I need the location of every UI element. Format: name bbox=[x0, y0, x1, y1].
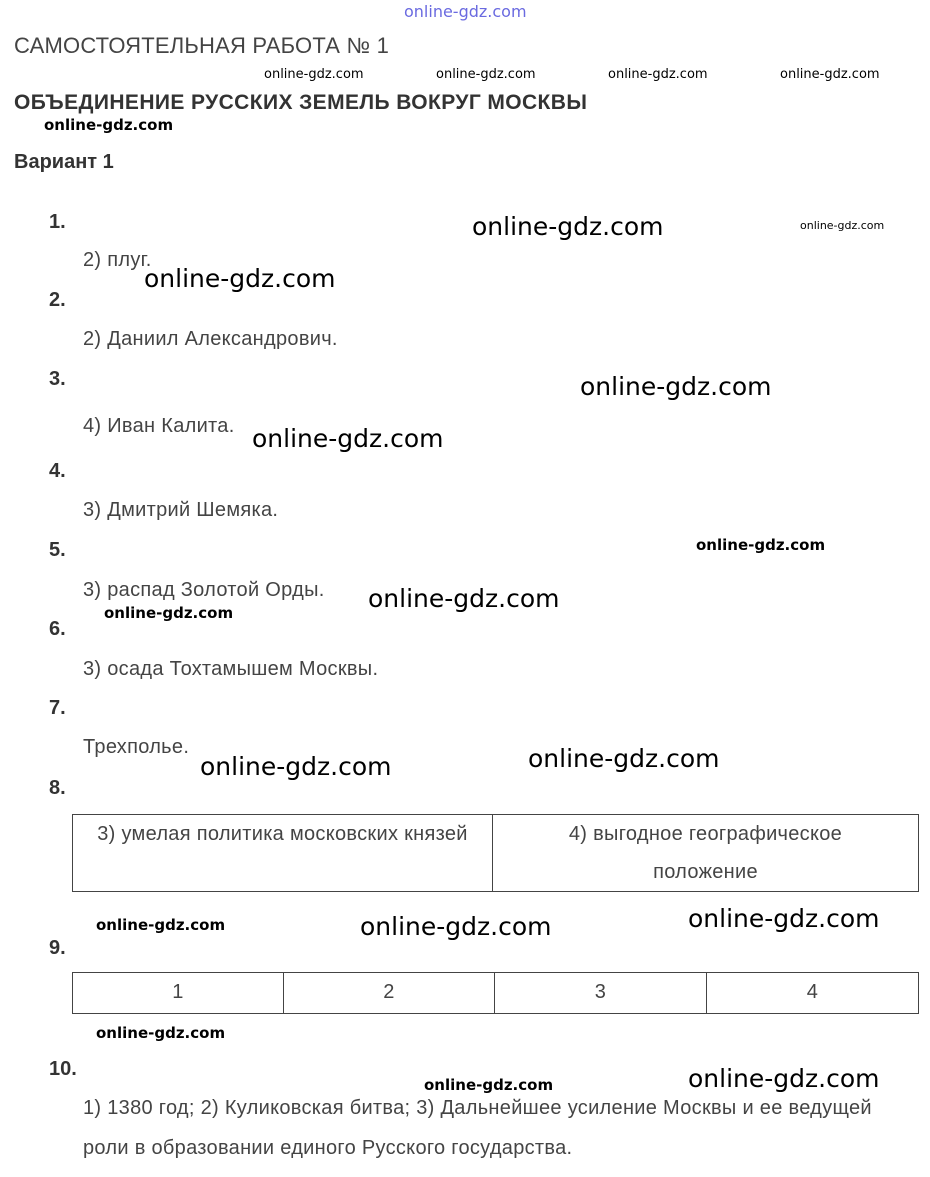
watermark-text: online-gdz.com bbox=[360, 912, 552, 941]
watermark-text: online-gdz.com bbox=[44, 116, 174, 134]
watermark-text: online-gdz.com bbox=[424, 1076, 554, 1094]
watermark-text: online-gdz.com bbox=[368, 584, 560, 613]
watermark-text: online-gdz.com bbox=[264, 67, 364, 82]
table-cell: 3 bbox=[495, 973, 707, 1014]
question-number: 7. bbox=[49, 697, 66, 719]
answer-table-9 bbox=[72, 972, 919, 1014]
question-answer: 3) распад Золотой Орды. bbox=[83, 579, 325, 601]
question-answer: 1) 1380 год; 2) Куликовская битва; 3) Дальнейшее усиление Москвы и ее ведущей роли в образовании единого Русского государства. bbox=[83, 1097, 872, 1159]
table-cell: 4 bbox=[707, 973, 919, 1014]
topic-title: ОБЪЕДИНЕНИЕ РУССКИХ ЗЕМЕЛЬ ВОКРУГ МОСКВЫ bbox=[14, 91, 588, 114]
watermark-text: online-gdz.com bbox=[200, 752, 392, 781]
question-answer: 3) Дмитрий Шемяка. bbox=[83, 499, 279, 521]
question-number: 8. bbox=[49, 777, 66, 799]
watermark-text: online-gdz.com bbox=[608, 67, 708, 82]
question-number: 1. bbox=[49, 211, 66, 233]
watermark-text: online-gdz.com bbox=[96, 916, 226, 934]
question-number: 3. bbox=[49, 368, 66, 390]
question-number: 5. bbox=[49, 539, 66, 561]
watermark-text: online-gdz.com bbox=[96, 1024, 226, 1042]
watermark-text: online-gdz.com bbox=[252, 424, 444, 453]
watermark-text: online-gdz.com bbox=[144, 264, 336, 293]
watermark-text: online-gdz.com bbox=[780, 67, 880, 82]
table-cell: 4) выгодное географическое положение bbox=[493, 815, 919, 892]
answer-table-8 bbox=[72, 814, 919, 892]
watermark-text: online-gdz.com bbox=[688, 1064, 880, 1093]
question-number: 10. bbox=[49, 1058, 77, 1080]
watermark-text: online-gdz.com bbox=[472, 212, 664, 241]
watermark-text: online-gdz.com bbox=[404, 2, 527, 21]
question-answer: 2) плуг. bbox=[83, 249, 152, 271]
question-number: 2. bbox=[49, 289, 66, 311]
question-number: 4. bbox=[49, 460, 66, 482]
question-answer: Трехполье. bbox=[83, 736, 190, 758]
question-number: 6. bbox=[49, 618, 66, 640]
watermark-text: online-gdz.com bbox=[104, 604, 234, 622]
table-cell: 2 bbox=[284, 973, 495, 1014]
work-title: САМОСТОЯТЕЛЬНАЯ РАБОТА № 1 bbox=[14, 33, 390, 58]
watermark-text: online-gdz.com bbox=[688, 904, 880, 933]
table-cell: 1 bbox=[73, 973, 284, 1014]
question-answer: 3) осада Тохтамышем Москвы. bbox=[83, 658, 379, 680]
table-cell: 3) умелая политика московских князей bbox=[73, 815, 493, 892]
watermark-text: online-gdz.com bbox=[436, 67, 536, 82]
question-number: 9. bbox=[49, 937, 66, 959]
question-answer: 4) Иван Калита. bbox=[83, 415, 235, 437]
variant-heading: Вариант 1 bbox=[14, 151, 114, 173]
watermark-text: online-gdz.com bbox=[696, 536, 826, 554]
watermark-text: online-gdz.com bbox=[528, 744, 720, 773]
question-answer: 2) Даниил Александрович. bbox=[83, 328, 338, 350]
watermark-text: online-gdz.com bbox=[800, 219, 885, 232]
watermark-text: online-gdz.com bbox=[580, 372, 772, 401]
